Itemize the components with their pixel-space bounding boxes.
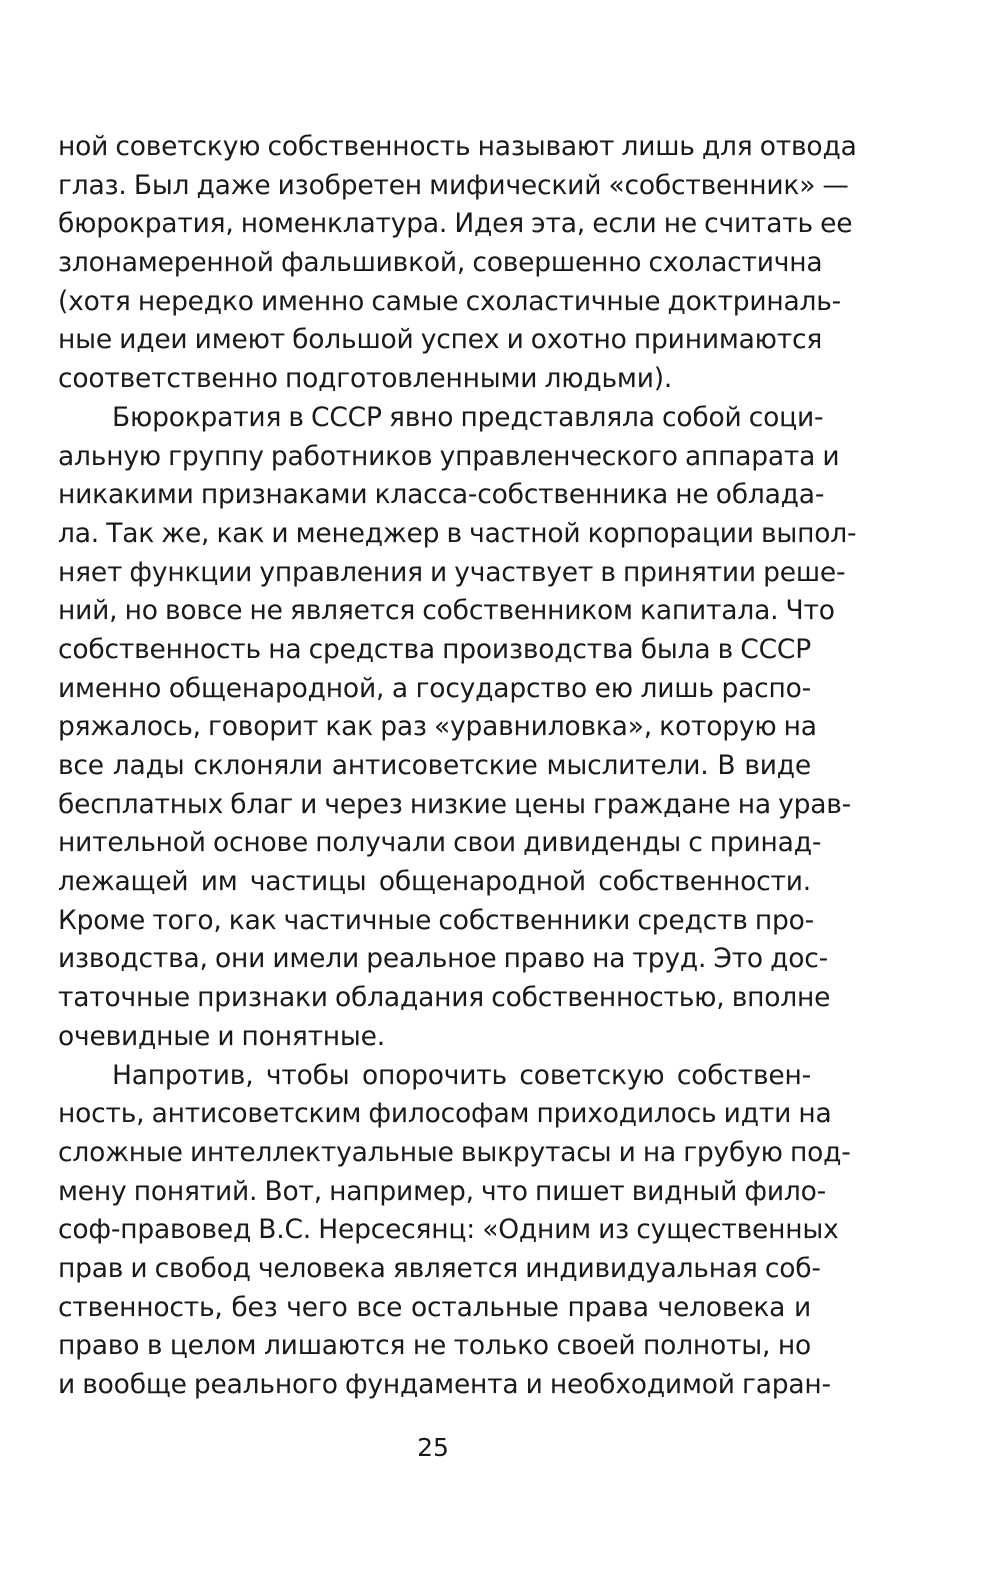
text-line: никакими признаками класса-собственника не облада- (58, 479, 825, 511)
text-line: таточные признаки обладания собственностью, вполне (58, 982, 831, 1014)
text-line: альную группу работников управленческого аппарата и (58, 440, 840, 472)
text-line: нительной основе получали свои дивиденды с принад- (58, 827, 822, 859)
text-line: изводства, они имели реальное право на труд. Это дос- (58, 943, 829, 975)
text-line: бесплатных благ и через низкие цены граждане на урав- (58, 788, 852, 820)
page-body (58, 128, 857, 1405)
text-line: Кроме того, как частичные собственники средств про- (58, 904, 815, 936)
text-line: соответственно подготовленными людьми). (58, 363, 673, 395)
text-line: Напротив, чтобы опорочить советскую собствен- (112, 1059, 811, 1091)
text-line: прав и свобод человека является индивидуальная соб- (58, 1252, 821, 1284)
text-line: ственность, без чего все остальные права человека и (58, 1291, 811, 1323)
page-number: 25 (417, 1433, 449, 1462)
text-line: сложные интеллектуальные выкрутасы и на грубую под- (58, 1136, 851, 1168)
text-line: Бюрократия в СССР явно представляла собой соци- (112, 401, 824, 433)
text-line: мену понятий. Вот, например, что пишет видный фило- (58, 1175, 826, 1207)
text-line: ность, антисоветским философам приходилось идти на (58, 1098, 832, 1130)
text-line: бюрократия, номенклатура. Идея эта, если не считать ее (58, 208, 853, 240)
text-line: ные идеи имеют большой успех и охотно принимаются (58, 324, 823, 356)
text-line: няет функции управления и участвует в принятии реше- (58, 556, 846, 588)
text-line: ной советскую собственность называют лишь для отвода (58, 131, 857, 162)
text-line: ний, но вовсе не является собственником капитала. Что (58, 595, 835, 627)
text-line: злонамеренной фальшивкой, совершенно схоластична (58, 247, 823, 279)
text-line: лежащей им частицы общенародной собственности. (58, 866, 811, 898)
text-line: соф-правовед В.С. Нерсесянц: «Одним из существенных (58, 1214, 839, 1246)
text-line: все лады склоняли антисоветские мыслители. В виде (58, 750, 811, 781)
text-line: (хотя нередко именно самые схоластичные доктриналь- (58, 285, 842, 317)
text-line: право в целом лишаются не только своей полноты, но (58, 1330, 811, 1362)
paragraph-3 (58, 1057, 851, 1405)
text-line: ряжалось, говорит как раз «уравниловка», которую на (58, 711, 817, 743)
text-line: ла. Так же, как и менеджер в частной корпорации выпол- (58, 517, 857, 549)
text-line: и вообще реального фундамента и необходимой гаран- (58, 1369, 831, 1400)
text-line: очевидные и понятные. (58, 1020, 385, 1052)
paragraph-2 (58, 399, 857, 1057)
paragraph-1 (58, 128, 857, 399)
text-line: собственность на средства производства была в СССР (58, 633, 811, 665)
text-line: именно общенародной, а государство ею лишь распо- (58, 672, 811, 704)
text-line: глаз. Был даже изобретен мифический «собственник» — (58, 169, 849, 201)
